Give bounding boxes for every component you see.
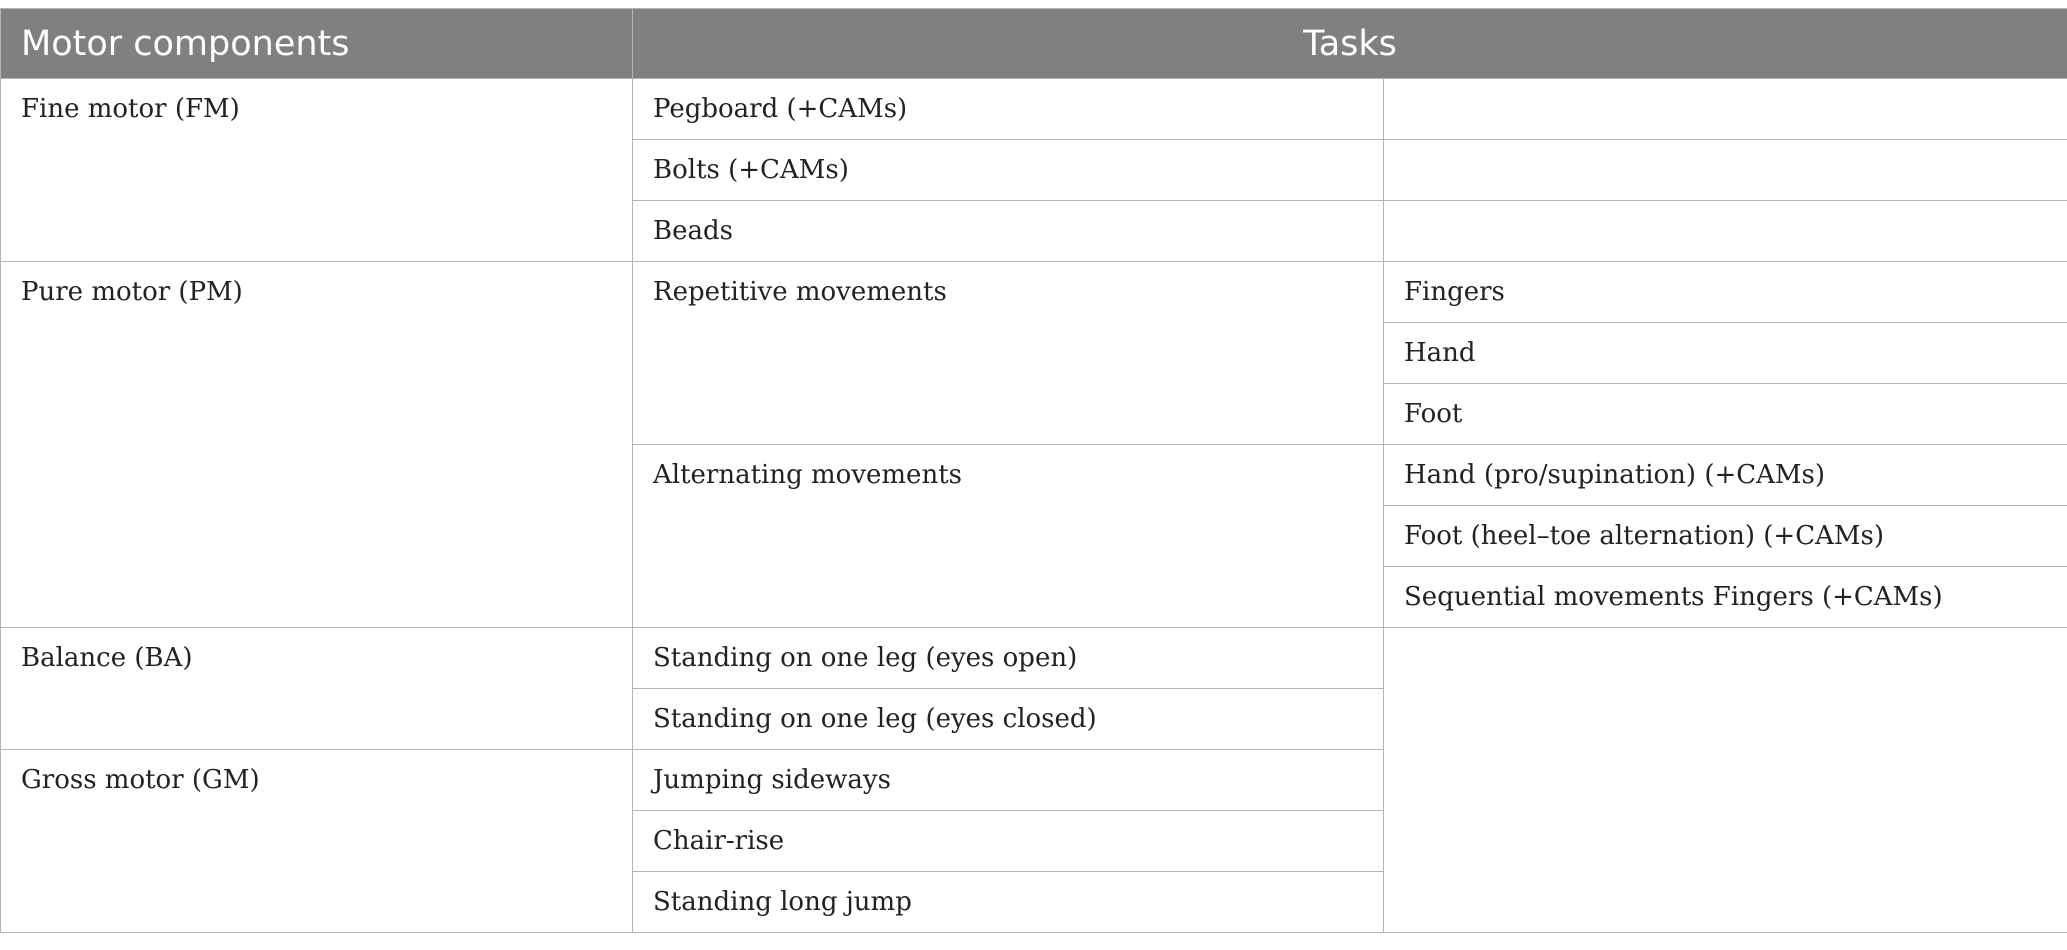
empty-cell (1384, 140, 2067, 201)
subtask-cell: Foot (1384, 384, 2067, 445)
header-tasks: Tasks (633, 9, 2067, 79)
header-row (1, 9, 2067, 79)
subtask-cell: Hand (1384, 323, 2067, 384)
empty-cell (1384, 79, 2067, 140)
task-cell: Pegboard (+CAMs) (633, 79, 1384, 140)
motor-components-table (0, 8, 2067, 933)
task-cell: Standing long jump (633, 872, 1384, 933)
subtask-cell: Foot (heel–toe alternation) (+CAMs) (1384, 506, 2067, 567)
table-row (1, 262, 2067, 323)
task-cell: Chair-rise (633, 811, 1384, 872)
task-cell: Bolts (+CAMs) (633, 140, 1384, 201)
task-repetitive-movements: Repetitive movements (633, 262, 1384, 445)
task-cell: Jumping sideways (633, 750, 1384, 811)
task-cell: Standing on one leg (eyes closed) (633, 689, 1384, 750)
subtask-cell: Fingers (1384, 262, 2067, 323)
header-motor-components: Motor components (1, 9, 633, 79)
table-row (1, 628, 2067, 689)
task-cell: Beads (633, 201, 1384, 262)
component-balance: Balance (BA) (1, 628, 633, 750)
component-pure-motor: Pure motor (PM) (1, 262, 633, 628)
empty-cell (1384, 201, 2067, 262)
component-gross-motor: Gross motor (GM) (1, 750, 633, 933)
subtask-cell: Sequential movements Fingers (+CAMs) (1384, 567, 2067, 628)
table-row (1, 79, 2067, 140)
empty-cell (1384, 628, 2067, 933)
component-fine-motor: Fine motor (FM) (1, 79, 633, 262)
subtask-cell: Hand (pro/supination) (+CAMs) (1384, 445, 2067, 506)
task-cell: Standing on one leg (eyes open) (633, 628, 1384, 689)
task-alternating-movements: Alternating movements (633, 445, 1384, 628)
